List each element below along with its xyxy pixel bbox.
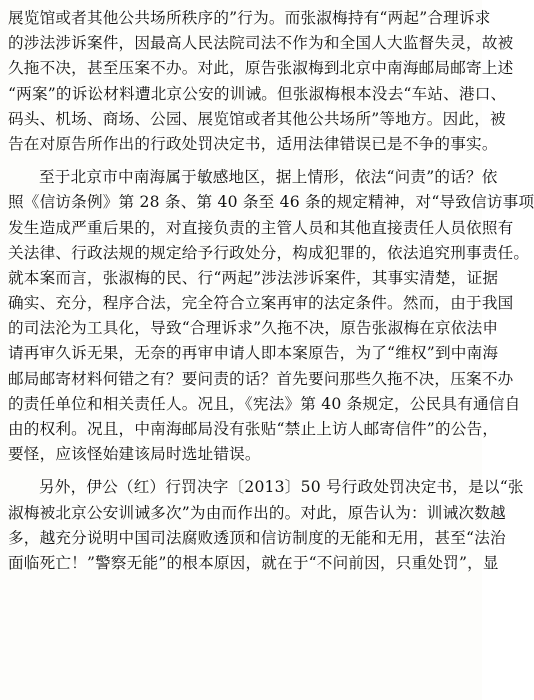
paragraph-2-line-10: 的责任单位和相关责任人。况且，《宪法》第 40 条规定，公民具有通信自 — [8, 394, 521, 413]
paragraph-2-line-8: 请再审久诉无果，无奈的再审申请人即本案原告，为了“维权”到中南海 — [8, 344, 499, 363]
paragraph-1-line-5: 码头、机场、商场、公园、展览馆或者其他公共场所”等地方。因此，被 — [8, 109, 506, 128]
paragraph-3-line-3: 多，越充分说明中国司法腐败透顶和信访制度的无能和无用，甚至“法治 — [8, 528, 506, 547]
paragraph-1-line-4: “两案”的诉讼材料遭北京公安的训诫。但张淑梅根本没去“车站、港口、 — [8, 84, 507, 103]
paragraph-3-line-2: 淑梅被北京公安训诫多次”为由而作出的。对此，原告认为：训诫次数越 — [8, 503, 506, 522]
paragraph-3-line-1: 另外，伊公（红）行罚决字〔2013〕50 号行政处罚决定书，是以“张 — [39, 478, 524, 497]
paragraph-1-line-3: 久拖不决，甚至压案不办。对此，原告张淑梅到北京中南海邮局邮寄上述 — [8, 59, 514, 78]
paragraph-3-line-4: 面临死亡！”警察无能”的根本原因，就在于“不问前因，只重处罚”，显 — [8, 553, 499, 572]
paragraph-2-line-7: 的司法沦为工具化，导致“合理诉求”久拖不决，原告张淑梅在京依法申 — [8, 319, 499, 338]
paragraph-2-line-3: 发生造成严重后果的，对直接负责的主管人员和其他直接责任人员依照有 — [8, 218, 514, 237]
paragraph-2-line-4: 关法律、行政法规的规定给予行政处分，构成犯罪的，依法追究刑事责任。 — [8, 243, 530, 262]
paragraph-1-line-1: 展览馆或者其他公共场所秩序的”行为。而张淑梅持有“两起”合理诉求 — [8, 9, 491, 27]
paragraph-2-line-6: 确实、充分，程序合法，完全符合立案再审的法定条件。然而，由于我国 — [8, 294, 514, 313]
paragraph-2-line-1: 至于北京市中南海属于敏感地区，据上情形，依法“问责”的话？依 — [39, 168, 498, 187]
paragraph-2-line-11: 由的权利。况且，中南海邮局没有张贴“禁止上访人邮寄信件”的公告， — [8, 420, 499, 438]
paragraph-1-line-6: 告在对原告所作出的行政处罚决定书，适用法律错误已是不争的事实。 — [8, 134, 498, 153]
document-body — [8, 6, 534, 576]
paragraph-gap — [8, 157, 474, 165]
paragraph-gap — [8, 467, 474, 475]
paragraph-1-line-2: 的涉法涉诉案件，因最高人民法院司法不作为和全国人大监督失灵，故被 — [8, 34, 514, 53]
paragraph-2-line-2: 照《信访条例》第 28 条、第 40 条至 46 条的规定精神，对“导致信访事项 — [8, 193, 534, 212]
paragraph-2-line-5: 就本案而言，张淑梅的民、行“两起”涉法涉诉案件，其事实清楚，证据 — [8, 268, 499, 287]
paragraph-2-line-9: 邮局邮寄材料何错之有？要问责的话？首先要问那些久拖不决，压案不办 — [8, 369, 514, 388]
paragraph-2-line-12: 要怪，应该怪始建该局时选址错误。 — [8, 445, 261, 464]
